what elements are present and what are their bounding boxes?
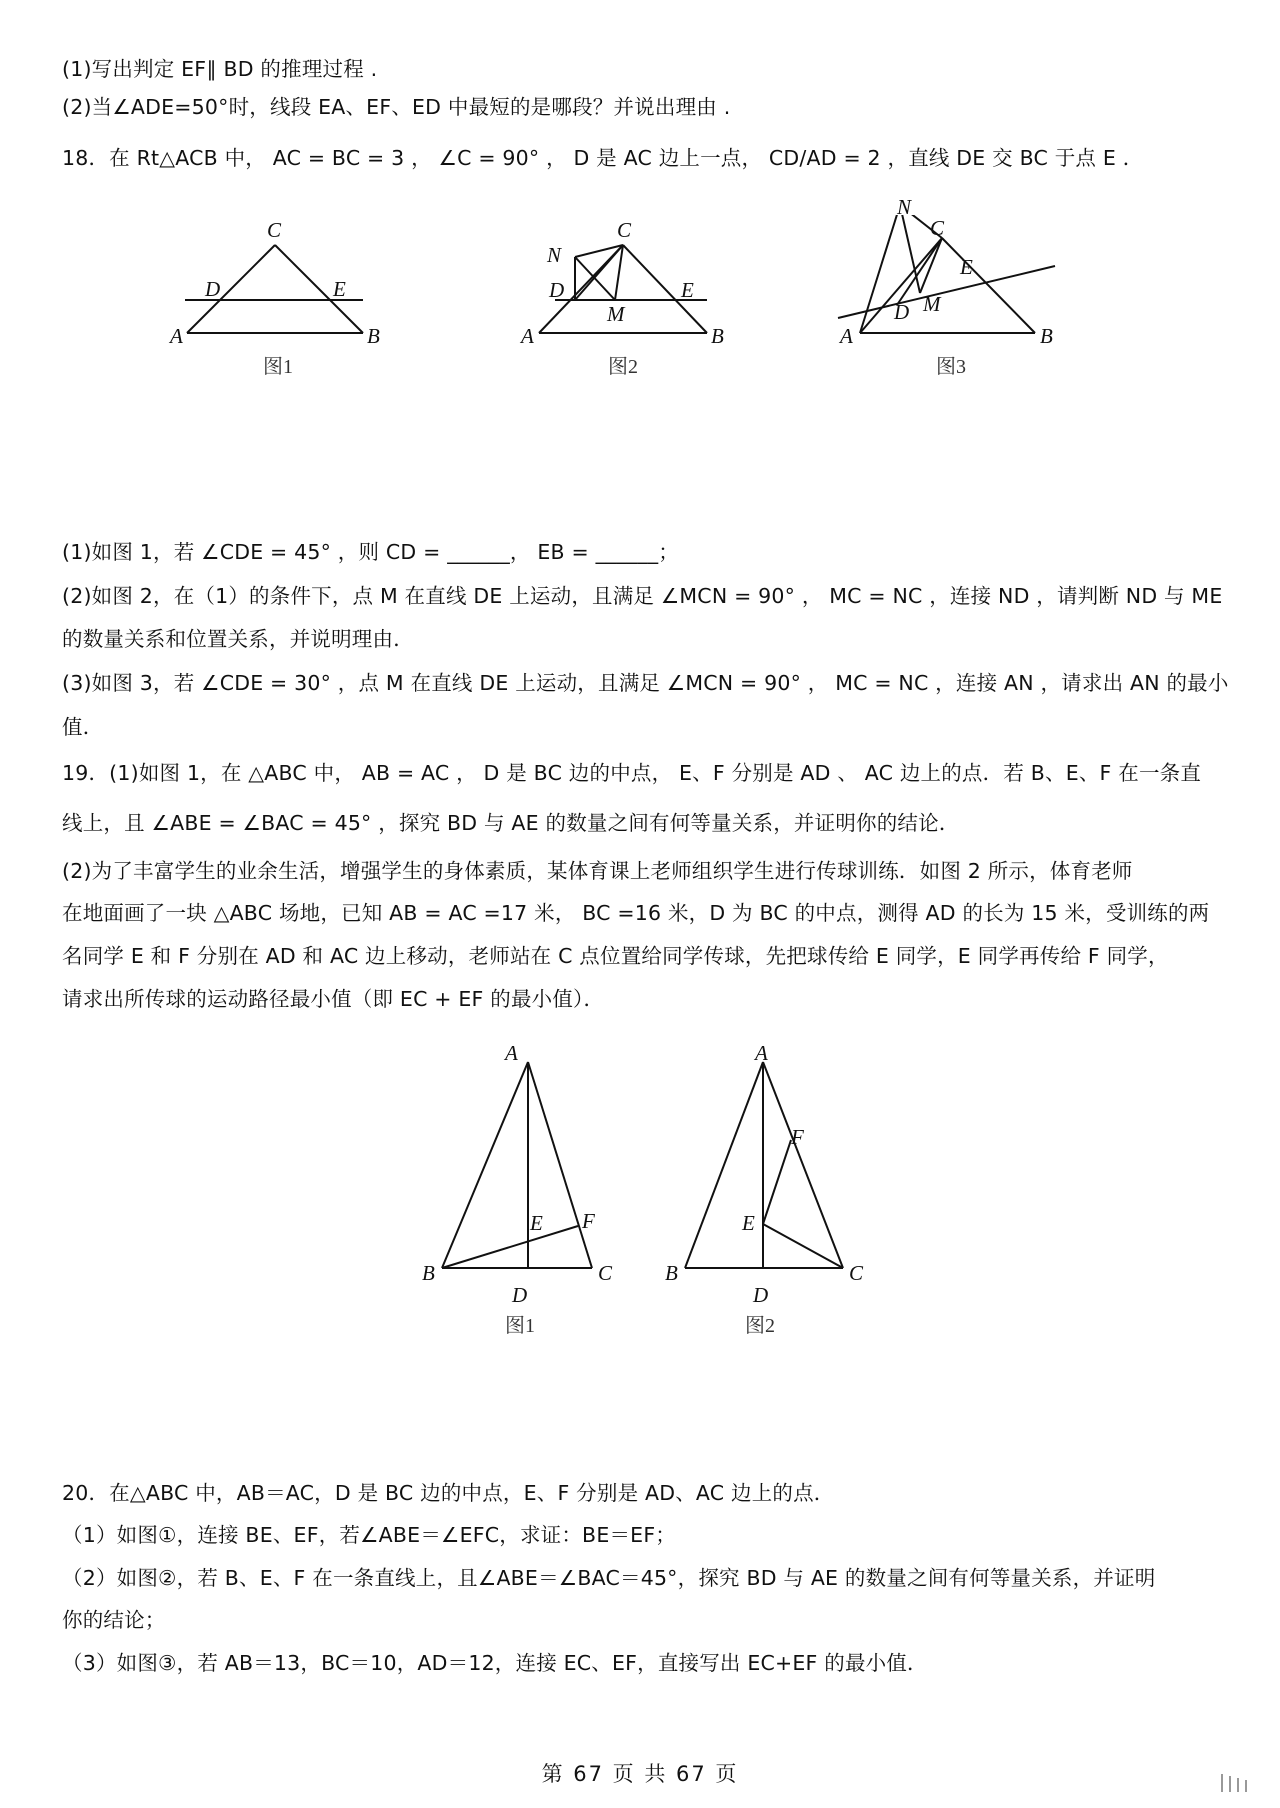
q18-figure-2 xyxy=(515,215,755,390)
q20-stem: 20．在△ABC 中，AB＝AC，D 是 BC 边的中点，E、F 分别是 AD、AC 边上的点． xyxy=(62,1481,835,1505)
label-B: B xyxy=(1040,324,1053,348)
q20-part2-line1: （2）如图②，若 B、E、F 在一条直线上，且∠ABE＝∠BAC＝45°，探究 BD 与 AE 的数量之间有何等量关系，并证明 xyxy=(62,1566,1156,1590)
q19-figure-2 xyxy=(655,1040,875,1340)
seg-AC xyxy=(528,1062,592,1268)
label-F: F xyxy=(582,1209,595,1233)
label-C: C xyxy=(849,1261,864,1285)
q19-line6: 请求出所传球的运动路径最小值（即 EC + EF 的最小值）． xyxy=(62,987,605,1011)
label-C: C xyxy=(598,1261,613,1285)
q18-part3-line1: (3)如图 3，若 ∠CDE = 30° ，点 M 在直线 DE 上运动，且满足 ∠MCN = 90° ， MC = NC ，连接 AN ，请求出 AN 的最小 xyxy=(62,671,1229,695)
label-A: A xyxy=(170,324,183,348)
seg-AB xyxy=(685,1062,763,1268)
q19-line3: (2)为了丰富学生的业余生活，增强学生的身体素质，某体育课上老师组织学生进行传球训练．如图 2 所示，体育老师 xyxy=(62,859,1133,883)
caption-fig3: 图3 xyxy=(936,356,966,378)
bars-icon xyxy=(1216,1768,1256,1798)
seg-AB xyxy=(442,1062,528,1268)
seg-CB xyxy=(623,245,707,333)
q18-figure-3 xyxy=(830,215,1080,390)
label-A: A xyxy=(521,324,534,348)
label-D: D xyxy=(753,1283,769,1307)
label-E: E xyxy=(681,278,694,302)
label-D: D xyxy=(205,277,221,301)
label-E: E xyxy=(742,1211,755,1235)
q18-part1: (1)如图 1，若 ∠CDE = 45° ，则 CD = ______， EB = ______； xyxy=(62,540,679,564)
label-C: C xyxy=(930,216,945,240)
label-B: B xyxy=(711,324,724,348)
caption-q19-fig1: 图1 xyxy=(505,1315,535,1337)
label-C: C xyxy=(617,218,632,242)
q20-part3: （3）如图③，若 AB＝13，BC＝10，AD＝12，连接 EC、EF，直接写出 EC+EF 的最小值． xyxy=(62,1651,928,1675)
q20-part2-line2: 你的结论； xyxy=(62,1608,166,1632)
label-D: D xyxy=(894,300,910,324)
label-E: E xyxy=(333,277,346,301)
q19-line5: 名同学 E 和 F 分别在 AD 和 AC 边上移动，老师站在 C 点位置给同学传球，先把球传给 E 同学，E 同学再传给 F 同学， xyxy=(62,944,1169,968)
label-B: B xyxy=(422,1261,435,1285)
q18-stem: 18．在 Rt△ACB 中， AC = BC = 3 ， ∠C = 90° ， D 是 AC 边上一点， CD/AD = 2 ，直线 DE 交 BC 于点 E ． xyxy=(62,146,1144,170)
q18-figure-3-n-label xyxy=(895,190,925,220)
seg-EF xyxy=(763,1140,791,1224)
label-A: A xyxy=(505,1041,518,1065)
label-F: F xyxy=(791,1125,804,1149)
q19-line4: 在地面画了一块 △ABC 场地，已知 AB = AC =17 米， BC =16 米，D 为 BC 的中点，测得 AD 的长为 15 米，受训练的两 xyxy=(62,901,1210,925)
label-A: A xyxy=(755,1041,768,1065)
label-E: E xyxy=(960,255,973,279)
seg-AC xyxy=(763,1062,843,1268)
q18-part2-line2: 的数量关系和位置关系，并说明理由． xyxy=(62,627,414,651)
seg-AC xyxy=(187,245,275,333)
label-N: N xyxy=(897,195,912,219)
q19-line1: 19．(1)如图 1，在 △ABC 中， AB = AC ， D 是 BC 边的中点， E、F 分别是 AD 、 AC 边上的点．若 B、E、F 在一条直 xyxy=(62,761,1202,785)
caption-fig2: 图2 xyxy=(608,356,638,378)
seg-DE xyxy=(838,266,1055,318)
label-B: B xyxy=(665,1261,678,1285)
label-D: D xyxy=(549,278,565,302)
caption-fig1: 图1 xyxy=(263,356,293,378)
label-N: N xyxy=(547,243,562,267)
q19-figure-1 xyxy=(410,1040,630,1340)
label-B: B xyxy=(367,324,380,348)
q18-part2-line1: (2)如图 2，在（1）的条件下，点 M 在直线 DE 上运动，且满足 ∠MCN = 90° ， MC = NC ，连接 ND ，请判断 ND 与 ME xyxy=(62,584,1223,608)
seg-NM xyxy=(900,215,920,293)
label-A: A xyxy=(840,324,853,348)
q20-part1: （1）如图①，连接 BE、EF，若∠ABE＝∠EFC，求证：BE＝EF； xyxy=(62,1523,677,1547)
label-M: M xyxy=(607,302,625,326)
label-C: C xyxy=(267,218,282,242)
q18-part3-line2: 值． xyxy=(62,715,104,739)
label-D: D xyxy=(512,1283,528,1307)
label-M: M xyxy=(923,292,941,316)
q17-part2: (2)当∠ADE=50°时，线段 EA、EF、ED 中最短的是哪段？并说出理由 . xyxy=(62,95,731,119)
caption-q19-fig2: 图2 xyxy=(745,1315,775,1337)
seg-BF xyxy=(442,1226,578,1268)
page-footer: 第 67 页 共 67 页 xyxy=(541,1762,739,1786)
label-E: E xyxy=(530,1211,543,1235)
seg-CB xyxy=(942,238,1035,333)
seg-EC xyxy=(763,1224,843,1268)
q18-figure-1 xyxy=(165,215,405,390)
seg-NC xyxy=(575,245,623,257)
q17-part1: (1)写出判定 EF∥ BD 的推理过程 . xyxy=(62,57,378,81)
q19-line2: 线上，且 ∠ABE = ∠BAC = 45° ，探究 BD 与 AE 的数量之间有何等量关系，并证明你的结论． xyxy=(62,811,960,835)
seg-CB xyxy=(275,245,363,333)
